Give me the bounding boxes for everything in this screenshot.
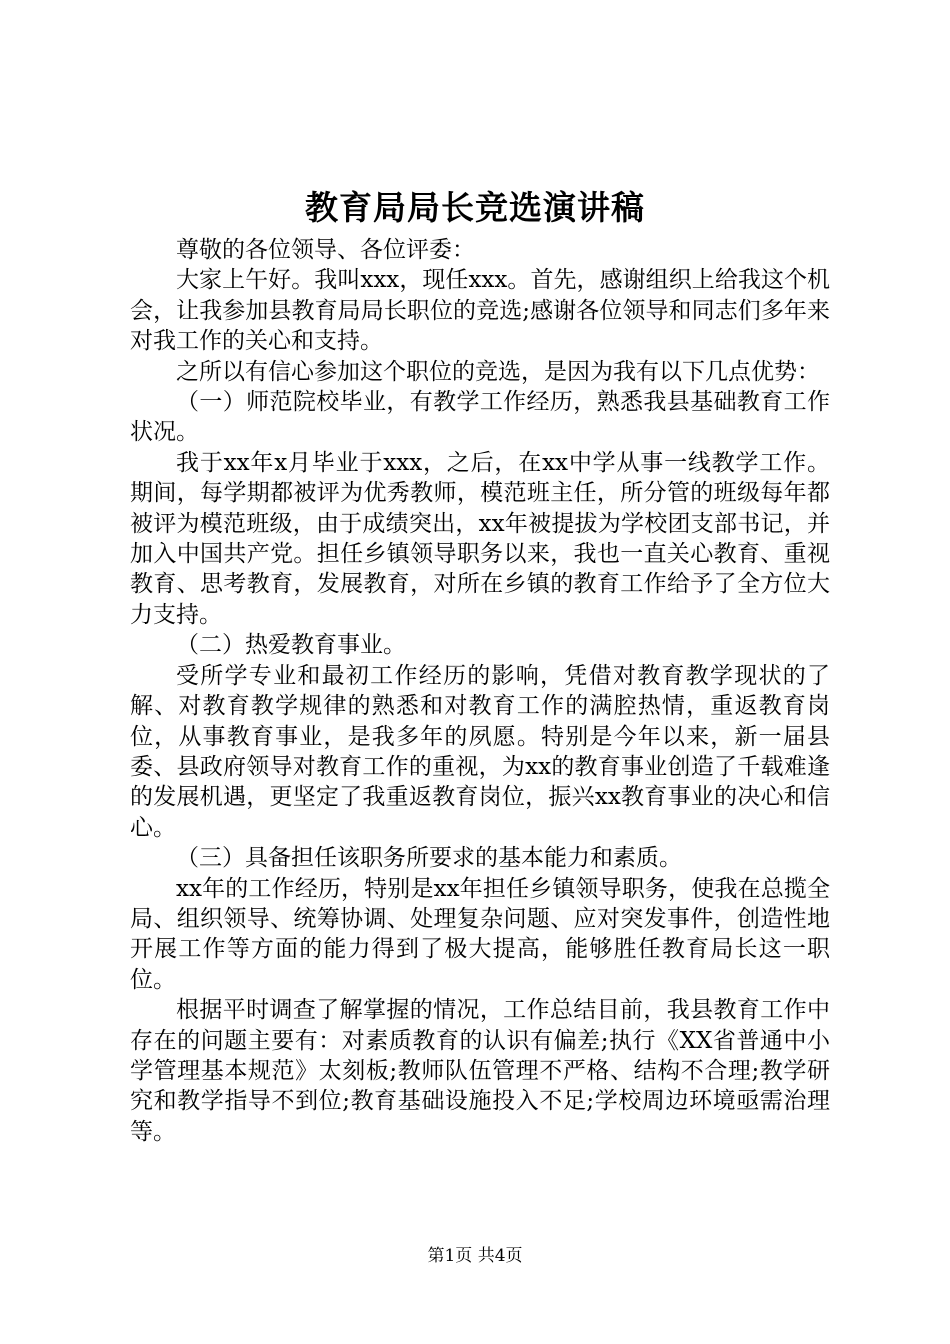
body-paragraph: 受所学专业和最初工作经历的影响，凭借对教育教学现状的了解、对教育教学规律的熟悉和对教育工作的满腔热情，重返教育岗位，从事教育事业，是我多年的夙愿。特别是今年以来，新一届县委、县政府领导对教育工作的重视，为xx的教育事业创造了千载难逢的发展机遇，更坚定了我重返教育岗位，振兴xx教育事业的决心和信心。 (130, 662, 830, 841)
page-number-footer: 第1页 共4页 (427, 1246, 523, 1266)
body-paragraph: 之所以有信心参加这个职位的竞选，是因为我有以下几点优势： (176, 358, 820, 385)
section-heading: （一）师范院校毕业，有教学工作经历，熟悉我县基础教育工作状况。 (130, 389, 830, 446)
section-heading: （二）热爱教育事业。 (176, 632, 406, 659)
body-paragraph: xx年的工作经历，特别是xx年担任乡镇领导职务，使我在总揽全局、组织领导、统筹协调、处理复杂问题、应对突发事件，创造性地开展工作等方面的能力得到了极大提高，能够胜任教育局长这一职位。 (130, 875, 830, 993)
document-title: 教育局局长竞选演讲稿 (305, 188, 645, 227)
body-paragraph: 大家上午好。我叫xxx，现任xxx。首先，感谢组织上给我这个机会，让我参加县教育局局长职位的竞选;感谢各位领导和同志们多年来对我工作的关心和支持。 (130, 267, 830, 355)
salutation-paragraph: 尊敬的各位领导、各位评委： (176, 237, 475, 263)
section-heading: （三）具备担任该职务所要求的基本能力和素质。 (176, 845, 682, 872)
document-body (130, 235, 830, 1147)
body-paragraph: 根据平时调查了解掌握的情况，工作总结目前，我县教育工作中存在的问题主要有：对素质教育的认识有偏差;执行《XX省普通中小学管理基本规范》太刻板;教师队伍管理不严格、结构不合理;教学研究和教学指导不到位;教育基础设施投入不足;学校周边环境亟需治理等。 (130, 997, 830, 1145)
body-paragraph: 我于xx年x月毕业于xxx，之后，在xx中学从事一线教学工作。期间，每学期都被评为优秀教师，模范班主任，所分管的班级每年都被评为模范班级，由于成绩突出，xx年被提拔为学校团支部书记，并加入中国共产党。担任乡镇领导职务以来，我也一直关心教育、重视教育、思考教育，发展教育，对所在乡镇的教育工作给予了全方位大力支持。 (130, 449, 830, 628)
